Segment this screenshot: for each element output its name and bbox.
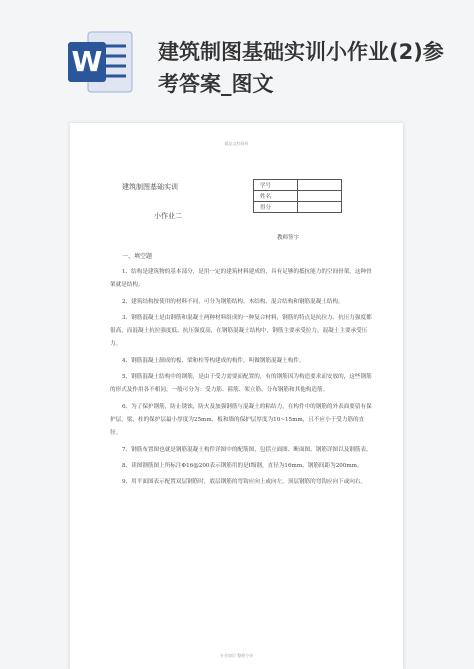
score-table <box>253 179 342 213</box>
paragraph: 1、结构是建筑物的基本部分，是用一定的建筑材料建成的，具有足够的抵抗能力的空间骨架，这种骨架就是结构。 <box>110 269 372 289</box>
paragraph: 5、钢筋混凝土结构中的钢筋，是由于受力需要而配置的，有的钢筋因为构造要求而安放的，这些钢筋的形式及作用各不相同，一般可分为：受力筋、箍筋、架立筋、分布钢筋和其他构造筋。 <box>110 374 372 394</box>
score-row <box>254 202 342 213</box>
header <box>0 0 474 115</box>
course-name: 建筑制图基础实训 <box>122 183 178 191</box>
homework-title: 小作业二 <box>154 212 182 220</box>
document-page <box>70 123 403 669</box>
score-label: 姓名 <box>254 191 298 202</box>
score-value <box>298 180 342 191</box>
score-label: 得分 <box>254 202 298 213</box>
document-footer: 专业知识 整理分享 <box>219 653 254 658</box>
score-value <box>298 191 342 202</box>
paragraph: 2、建筑结构按使用的材料不同，可分为钢筋结构、木结构、混合结构和钢筋混凝土结构。 <box>122 298 344 305</box>
score-row <box>254 180 342 191</box>
section-title: 一、填空题 <box>122 253 153 260</box>
paragraph: 7、钢筋布置图也就是钢筋混凝土构件详图中的配筋图，包括立面图、断面图、钢筋详图以及钢筋表。 <box>122 446 372 453</box>
paragraph: 9、用平面图表示配置双层钢筋时，底层钢筋的弯钩应向上或向左，顶层钢筋的弯钩应向下或向右。 <box>122 479 367 486</box>
score-value <box>298 202 342 213</box>
score-row <box>254 191 342 202</box>
word-file-icon <box>66 28 136 98</box>
paragraph: 4、钢筋混凝土制成的板、梁和柱等构建成的构件，叫做钢筋混凝土构件。 <box>122 357 305 364</box>
score-label: 学号 <box>254 180 298 191</box>
document-body <box>110 266 372 493</box>
paragraph: 3、钢筋混凝土是由钢筋和混凝土两种材料组成的一种复合材料，钢筋的特点是抗拉力、抗压力强度都很高，而混凝土抗拉强度低、抗压强度高，在钢筋混凝土结构中，钢筋主要承受拉力，混凝土主要承受压力。 <box>110 314 372 348</box>
paragraph: 8、读图钢筋图上所标注Φ16@200表示钢筋用的是I级钢，直径为16mm，钢筋间距为200mm。 <box>122 462 363 469</box>
svg-text:W: W <box>71 45 103 78</box>
teacher-signature-label: 教师签字 <box>277 235 300 241</box>
paragraph: 6、为了保护钢筋，防止锈蚀，防火及加强钢筋与混凝土的粘结力，在构件中的钢筋的外表面要留有保护层，梁、柱的保护层最小厚度为25mm，板和墙的保护层厚度为10~15mm，且不应小于受力筋的直径。 <box>110 403 372 437</box>
page-title: 建筑制图基础实训小作业(2)参考答案_图文 <box>158 40 444 96</box>
document-header: 精品文档资料 <box>224 141 249 146</box>
